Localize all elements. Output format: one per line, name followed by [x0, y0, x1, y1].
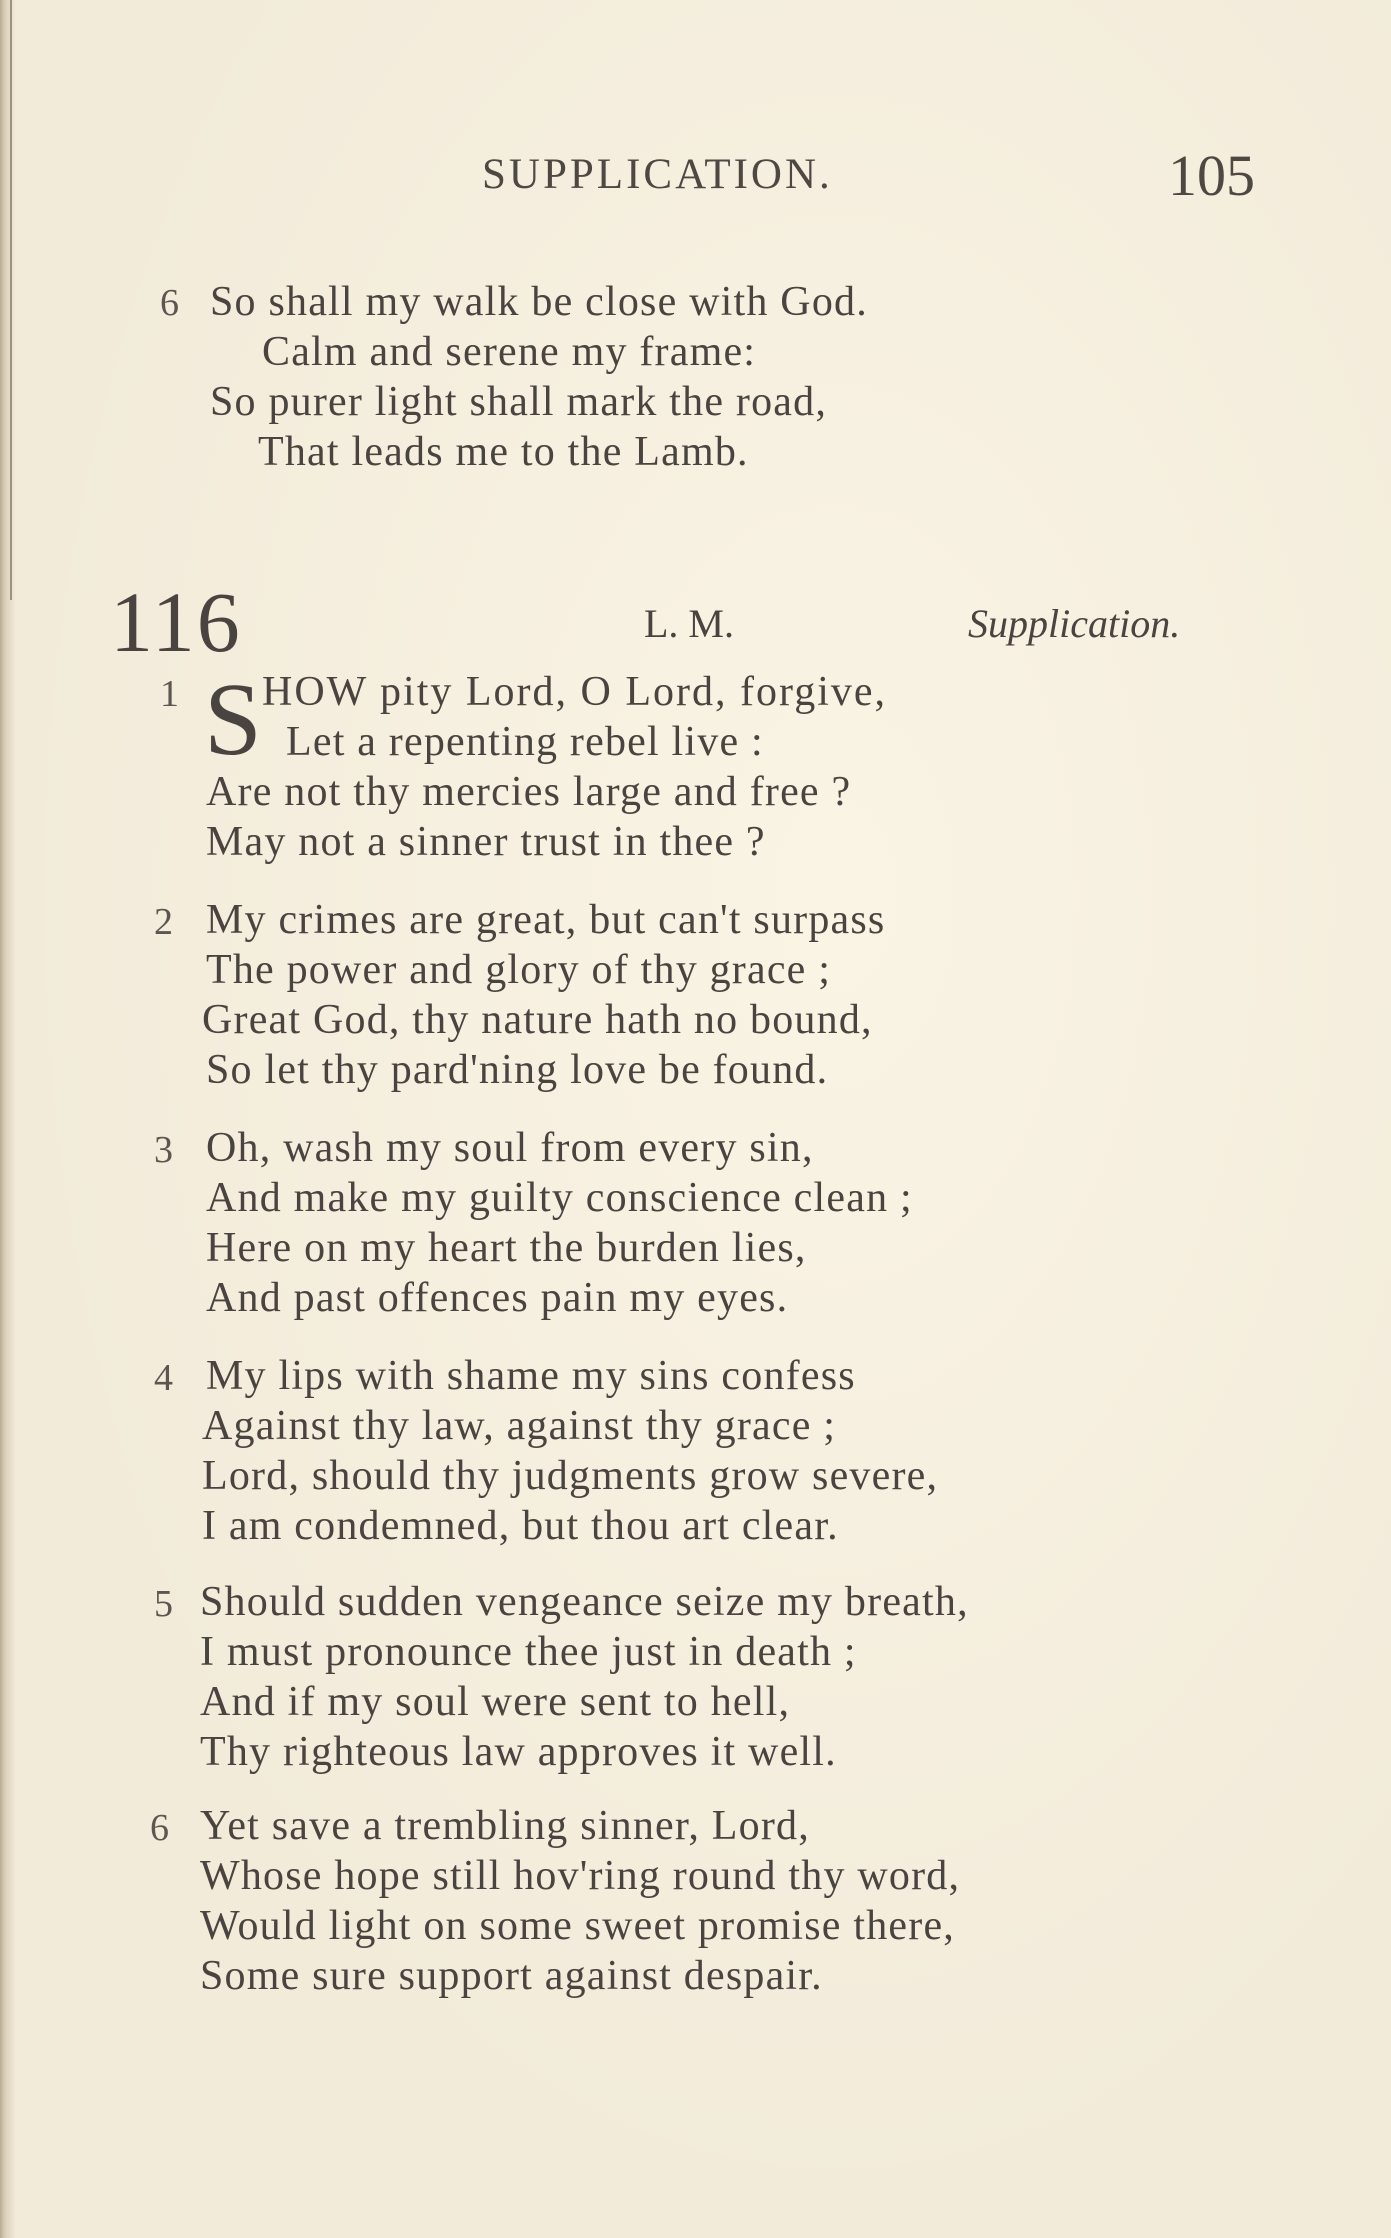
- verse-number: 1: [160, 673, 179, 715]
- running-title: SUPPLICATION.: [482, 151, 833, 198]
- verse-line: Lord, should thy judgments grow severe,: [202, 1453, 939, 1499]
- verse-line: I am condemned, but thou art clear.: [202, 1503, 839, 1549]
- page-number: 105: [1168, 143, 1255, 208]
- verse-line: Would light on some sweet promise there,: [200, 1903, 955, 1949]
- verse-line: And past offences pain my eyes.: [206, 1275, 789, 1321]
- verse-line: And make my guilty conscience clean ;: [206, 1175, 913, 1221]
- verse-line: So shall my walk be close with God.: [210, 279, 868, 325]
- verse-line: May not a sinner trust in thee ?: [206, 819, 766, 865]
- verse-number: 6: [160, 282, 179, 324]
- verse-line: My crimes are great, but can't surpass: [206, 897, 886, 943]
- verse-line: Here on my heart the burden lies,: [206, 1225, 807, 1271]
- verse-line: Some sure support against despair.: [200, 1953, 823, 1999]
- verse-line: Are not thy mercies large and free ?: [206, 769, 852, 815]
- hymn-meter: L. M.: [644, 601, 734, 646]
- verse-line: Thy righteous law approves it well.: [200, 1729, 837, 1775]
- verse-number: 5: [154, 1583, 173, 1625]
- verse-number: 4: [154, 1357, 173, 1399]
- verse-line: Great God, thy nature hath no bound,: [202, 997, 873, 1043]
- binding-line: [10, 0, 12, 600]
- verse-line: Against thy law, against thy grace ;: [202, 1403, 837, 1449]
- verse-number: 6: [150, 1807, 169, 1849]
- verse-line: Yet save a trembling sinner, Lord,: [200, 1803, 810, 1849]
- binding-edge: [0, 0, 16, 2238]
- verse-line: And if my soul were sent to hell,: [200, 1679, 791, 1725]
- verse-line: HOW pity Lord, O Lord, forgive,: [262, 669, 888, 715]
- verse-number: 3: [154, 1129, 173, 1171]
- verse-line: Calm and serene my frame:: [262, 329, 757, 375]
- verse-line: Oh, wash my soul from every sin,: [206, 1125, 814, 1171]
- hymn-subject: Supplication.: [968, 601, 1181, 646]
- verse-line: Let a repenting rebel live :: [286, 719, 764, 765]
- verse-line: My lips with shame my sins confess: [206, 1353, 856, 1399]
- verse-line: That leads me to the Lamb.: [258, 429, 749, 475]
- verse-line: Should sudden vengeance seize my breath,: [200, 1579, 969, 1625]
- drop-cap: S: [204, 662, 262, 777]
- verse-number: 2: [154, 901, 173, 943]
- verse-line: The power and glory of thy grace ;: [206, 947, 832, 993]
- verse-line: Whose hope still hov'ring round thy word,: [200, 1853, 961, 1899]
- verse-line: So purer light shall mark the road,: [210, 379, 828, 425]
- hymn-number: 116: [110, 574, 242, 670]
- verse-line: I must pronounce thee just in death ;: [200, 1629, 857, 1675]
- verse-line: So let thy pard'ning love be found.: [206, 1047, 829, 1093]
